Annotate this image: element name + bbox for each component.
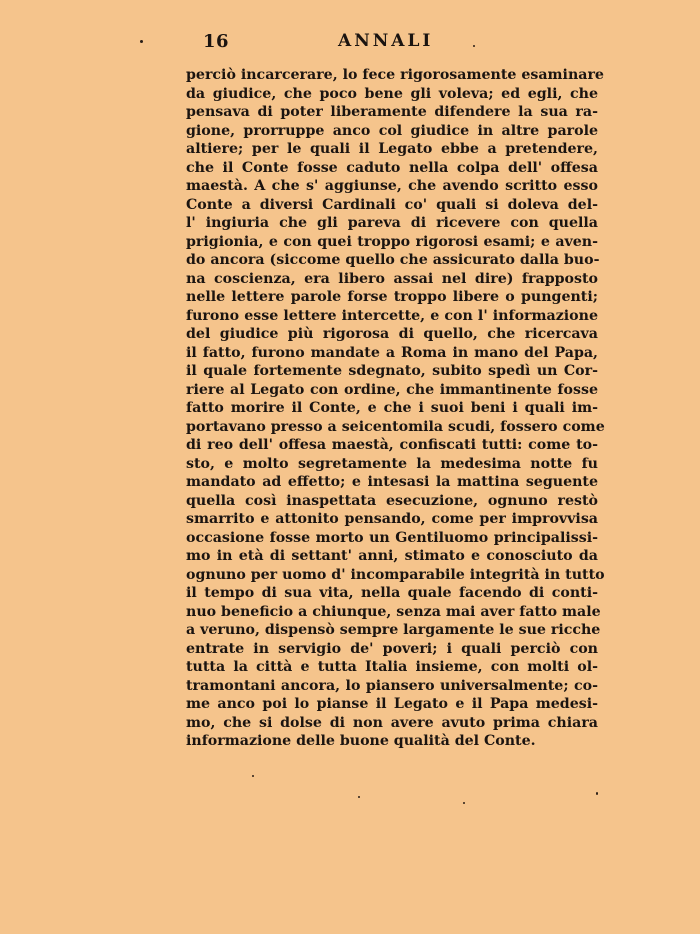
text-line: da giudice, che poco bene gli voleva; ed egli, che xyxy=(186,85,598,102)
ink-speck xyxy=(252,775,254,777)
text-line: altiere; per le quali il Legato ebbe a pretendere, xyxy=(186,141,598,157)
text-line: me anco poi lo pianse il Legato e il Papa medesi- xyxy=(186,696,598,712)
text-line: tramontani ancora, lo piansero universalmente; co- xyxy=(186,677,598,694)
text-line: entrate in servigio de' poveri; i quali perciò con xyxy=(186,640,598,657)
text-line: gione, prorruppe anco col giudice in altre parole xyxy=(186,122,598,139)
text-line: na coscienza, era libero assai nel dire) frapposto xyxy=(186,270,598,287)
running-head: ANNALI xyxy=(338,31,434,51)
text-line: sto, e molto segretamente la medesima notte fu xyxy=(186,455,598,472)
page-number: 16 xyxy=(203,31,230,52)
page-header xyxy=(186,31,598,55)
text-line: del giudice più rigorosa di quello, che ricercava xyxy=(186,326,598,342)
text-line: il quale fortemente sdegnato, subito spedì un Cor- xyxy=(186,363,598,379)
ink-speck xyxy=(140,40,143,43)
text-line: mo in età di settant' anni, stimato e conosciuto da xyxy=(186,548,598,564)
text-line: pensava di poter liberamente difendere la sua ra- xyxy=(186,104,598,120)
ink-speck xyxy=(473,45,475,47)
text-line: prigionia, e con quei troppo rigorosi esami; e aven- xyxy=(186,233,598,250)
text-line: fatto morire il Conte, e che i suoi beni i quali im- xyxy=(186,400,598,416)
text-line: portavano presso a seicentomila scudi, fossero come xyxy=(186,418,605,435)
text-line: perciò incarcerare, lo fece rigorosamente esaminare xyxy=(186,67,604,83)
text-line: il tempo di sua vita, nella quale facendo di conti- xyxy=(186,585,598,601)
text-line: nelle lettere parole forse troppo libere o pungenti; xyxy=(186,289,598,305)
text-line: informazione delle buone qualità del Conte. xyxy=(186,733,536,749)
text-line: Conte a diversi Cardinali co' quali si doleva del- xyxy=(186,196,598,213)
text-line: do ancora (siccome quello che assicurato dalla buo- xyxy=(186,252,600,268)
text-line: di reo dell' offesa maestà, confiscati tutti: come to- xyxy=(186,437,598,453)
text-line: ognuno per uomo d' incomparabile integrità in tutto xyxy=(186,566,605,583)
text-line: mo, che si dolse di non avere avuto prima chiara xyxy=(186,714,598,731)
text-line: occasione fosse morto un Gentiluomo principalissi- xyxy=(186,529,598,546)
text-line: riere al Legato con ordine, che immantinente fosse xyxy=(186,381,598,398)
text-line: nuo beneficio a chiunque, senza mai aver fatto male xyxy=(186,603,601,620)
text-line: smarrito e attonito pensando, come per improvvisa xyxy=(186,511,598,527)
ink-speck xyxy=(358,796,360,798)
text-line: tutta la città e tutta Italia insieme, con molti ol- xyxy=(186,659,598,675)
text-line: l' ingiuria che gli pareva di ricevere con quella xyxy=(186,215,598,231)
text-line: mandato ad effetto; e intesasi la mattina seguente xyxy=(186,474,598,490)
ink-speck xyxy=(596,792,598,795)
text-line: maestà. A che s' aggiunse, che avendo scritto esso xyxy=(186,178,598,194)
body-text xyxy=(186,66,605,751)
text-line: furono esse lettere intercette, e con l' informazione xyxy=(186,307,598,324)
text-line: a veruno, dispensò sempre largamente le sue ricche xyxy=(186,622,601,638)
text-line: quella così inaspettata esecuzione, ognuno restò xyxy=(186,492,598,509)
ink-speck xyxy=(463,802,465,804)
text-line: che il Conte fosse caduto nella colpa dell' offesa xyxy=(186,159,598,176)
text-line: il fatto, furono mandate a Roma in mano del Papa, xyxy=(186,344,598,361)
